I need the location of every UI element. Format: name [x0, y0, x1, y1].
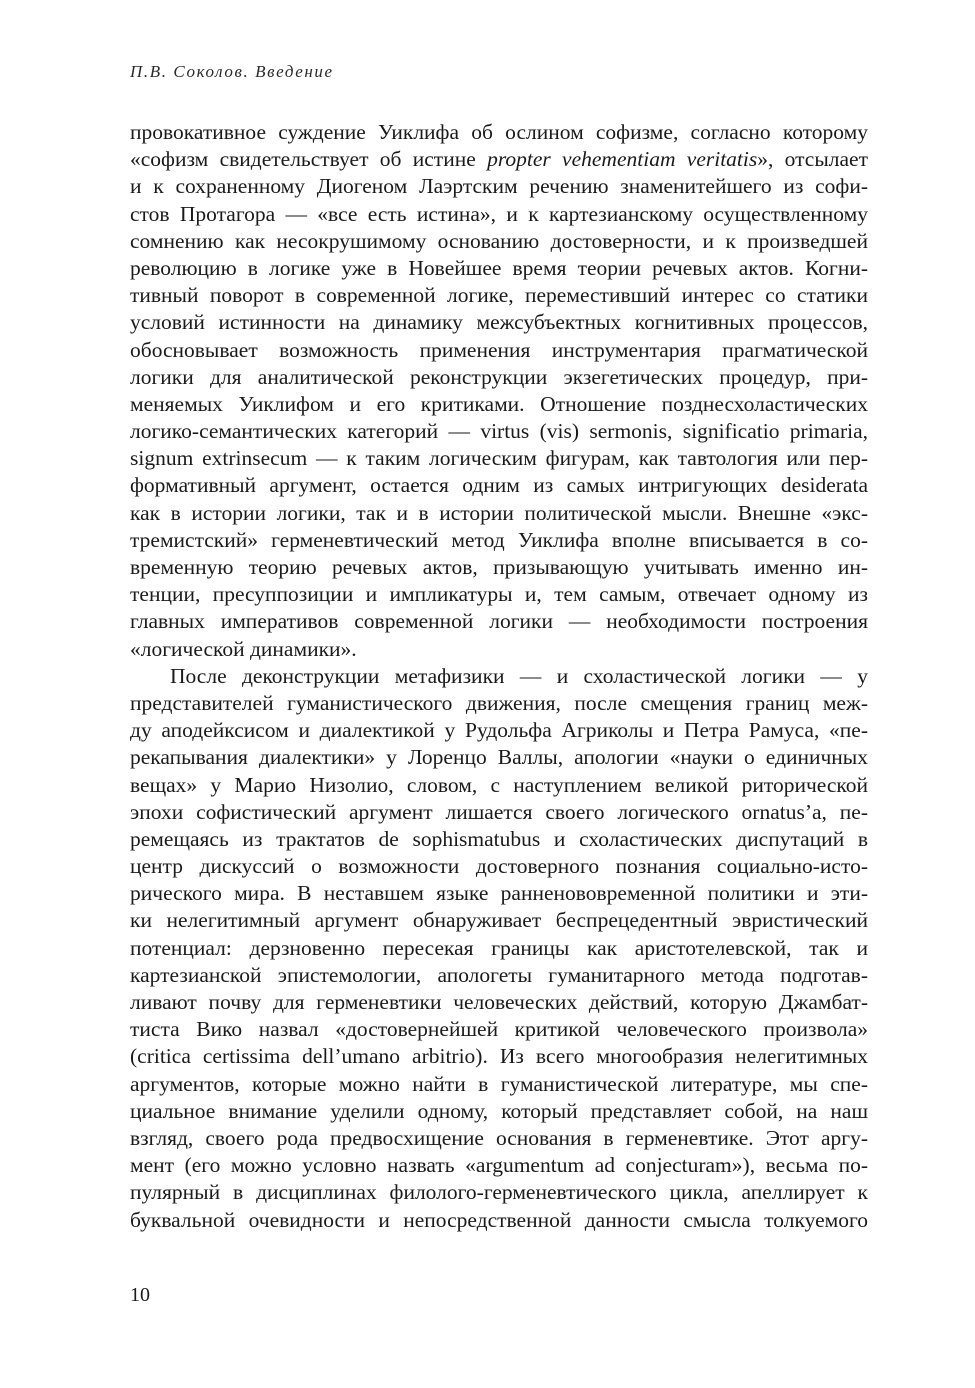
text-line: рического мира. В неставшем языке ранненововременной политики и эти- — [130, 881, 868, 906]
text-line: циальное внимание уделили одному, который представляет собой, на наш — [130, 1098, 868, 1123]
text-line: временную теорию речевых актов, призывающую учитывать именно ин- — [130, 555, 868, 579]
text-line: логики для аналитической реконструкции экзегетических процедур, при- — [130, 364, 868, 389]
text-line: тенции, пресуппозиции и импликатуры и, тем самым, отвечает одному из — [130, 582, 868, 607]
text-line: формативный аргумент, остается одним из самых интригующих desiderata — [130, 473, 868, 498]
text-line: «софизм свидетельствует об истине propter vehementiam veritatis», отсылает — [130, 147, 868, 172]
text-line: меняемых Уиклифом и его критиками. Отношение позднесхоластических — [130, 391, 868, 416]
text-line: логико-семантических категорий — virtus (vis) sermonis, significatio primaria, — [130, 419, 868, 444]
text-line: signum extrinsecum — к таким логическим фигурам, как тавтология или пер- — [130, 446, 868, 471]
text-line: пулярный в дисциплинах филолого-герменевтического цикла, апеллирует к — [130, 1180, 868, 1205]
text-line: обосновывает возможность применения инструментария прагматической — [130, 337, 868, 362]
text-line: вещах» у Марио Низолио, словом, с наступлением великой риторической — [130, 772, 868, 797]
text-line: ду аподейксисом и диалектикой у Рудольфа Агриколы и Петра Рамуса, «пе- — [130, 718, 868, 743]
text-line: потенциал: дерзновенно пересекая границы как аристотелевской, так и — [130, 935, 868, 960]
text-line: центр дискуссий о возможности достоверного познания социально-исто- — [130, 854, 868, 879]
text-line: и к сохраненному Диогеном Лаэртским речению знаменитейшего из софи- — [130, 174, 868, 199]
text-line: эпохи софистический аргумент лишается своего логического ornatus’a, пе- — [130, 799, 868, 824]
text-line: После деконструкции метафизики — и схоластической логики — у — [170, 663, 868, 688]
text-line: революцию в логике уже в Новейшее время теории речевых актов. Когни- — [130, 255, 868, 280]
paragraph — [130, 119, 868, 663]
text-line: как в истории логики, так и в истории политической мысли. Внешне «экс- — [130, 500, 868, 525]
text-line: ки нелегитимный аргумент обнаруживает беспрецедентный эвристический — [130, 908, 868, 933]
text-line: тремистский» герменевтический метод Уиклифа вполне вписывается в со- — [130, 527, 868, 552]
paragraph — [130, 663, 868, 1234]
text-line: буквальной очевидности и непосредственной данности смысла толкуемого — [130, 1207, 868, 1232]
text-line: аргументов, которые можно найти в гуманистической литературе, мы спе- — [130, 1071, 868, 1096]
body-text — [130, 119, 868, 1234]
running-head: П.В. Соколов. Введение — [130, 62, 334, 81]
text-line: мент (его можно условно назвать «argumentum ad conjecturam»), весьма по- — [130, 1153, 868, 1178]
text-line: представителей гуманистического движения, после смещения границ меж- — [130, 690, 868, 715]
text-line: картезианской эпистемологии, апологеты гуманитарного метода подготав- — [130, 962, 868, 987]
text-line: рекапывания диалектики» у Лоренцо Валлы, апологии «науки о единичных — [130, 745, 868, 770]
text-line: условий истинности на динамику межсубъектных когнитивных процессов, — [130, 310, 868, 335]
text-line: взгляд, своего рода предвосхищение основания в герменевтике. Этот аргу- — [130, 1125, 868, 1150]
text-line: стов Протагора — «все есть истина», и к картезианскому осуществленному — [130, 201, 868, 226]
text-line: тиста Вико назвал «достовернейшей критикой человеческого произвола» — [130, 1017, 868, 1042]
text-line: главных императивов современной логики — необходимости построения — [130, 609, 868, 634]
text-line: провокативное суждение Уиклифа об ослином софизме, согласно которому — [130, 120, 868, 144]
text-line: сомнению как несокрушимому основанию достоверности, и к произведшей — [130, 228, 868, 253]
text-line: ливают почву для герменевтики человеческих действий, которую Джамбат- — [130, 990, 868, 1014]
text-line: «логической динамики». — [130, 636, 357, 661]
text-line: ремещаясь из трактатов de sophismatubus и схоластических диспутаций в — [130, 826, 868, 851]
page-number: 10 — [130, 1284, 150, 1306]
text-line: (critica certissima dell’umano arbitrio). Из всего многообразия нелегитимных — [130, 1044, 868, 1069]
text-line: тивный поворот в современной логике, переместивший интерес со статики — [130, 283, 868, 308]
